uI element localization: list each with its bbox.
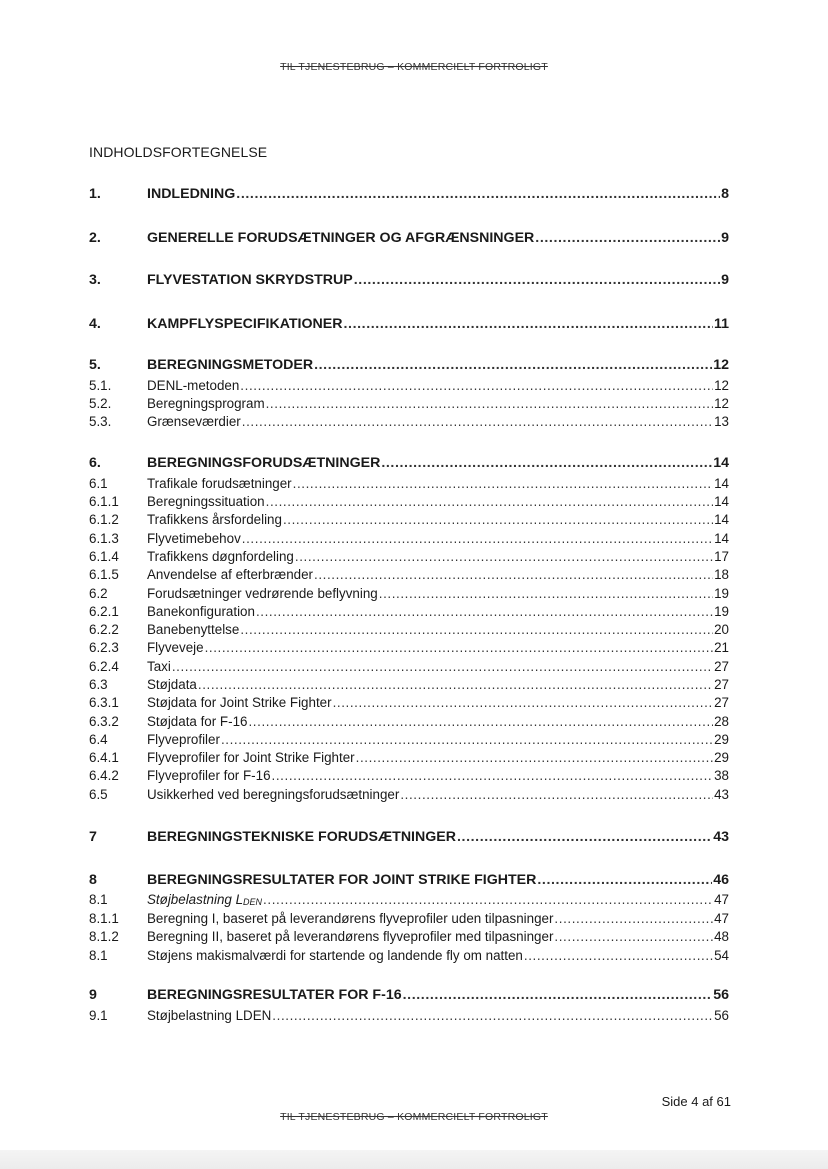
- toc-entry[interactable]: [89, 640, 729, 658]
- toc-entry-page: 14: [714, 531, 729, 546]
- toc-entry-title: [147, 512, 282, 527]
- toc-leader-dots: [354, 272, 720, 288]
- toc-entry[interactable]: [89, 948, 729, 966]
- toc-entry-page: 47: [714, 892, 729, 907]
- toc-leader-dots: [221, 732, 713, 747]
- toc-leader-dots: [283, 512, 713, 527]
- toc-entry-title: [147, 549, 294, 564]
- toc-entry-number: 6.: [89, 455, 101, 471]
- toc-leader-dots: [457, 829, 712, 845]
- toc-entry-title: [147, 494, 265, 509]
- toc-entry-page: 9: [721, 272, 729, 288]
- toc-entry-number: 6.1.2: [89, 512, 119, 527]
- toc-entry-title: [147, 567, 313, 582]
- toc-entry-title: [147, 586, 378, 601]
- toc-leader-dots: [272, 1008, 713, 1023]
- toc-entry-title: [147, 695, 332, 710]
- toc-entry-title-text: INDLEDNING: [147, 186, 236, 202]
- toc-entry-title-text: Støjbelastning L: [147, 892, 244, 907]
- toc-entry-title-text: Beregning II, baseret på leverandørens flyveprofiler med tilpasninger: [147, 929, 554, 944]
- toc-leader-dots: [263, 892, 713, 907]
- toc-entry-page: 13: [714, 414, 729, 429]
- toc-entry-page: 27: [714, 695, 729, 710]
- toc-entry-title-text: Flyveprofiler: [147, 732, 220, 747]
- toc-entry-title: [147, 768, 271, 783]
- toc-entry-number: 6.1.5: [89, 567, 119, 582]
- toc-entry-page: 14: [713, 455, 729, 471]
- toc-leader-dots: [537, 872, 712, 888]
- toc-entry-title-text: Anvendelse af efterbrænder: [147, 567, 313, 582]
- toc-entry-number: 6.3: [89, 677, 108, 692]
- toc-entry-page: 19: [714, 586, 729, 601]
- toc-entry-title: [147, 396, 265, 411]
- toc-entry-title: [147, 272, 353, 288]
- toc-entry-number: 8.1.2: [89, 929, 119, 944]
- toc-entry[interactable]: [89, 695, 729, 713]
- toc-entry[interactable]: [89, 911, 729, 929]
- toc-entry[interactable]: [89, 476, 729, 494]
- toc-entry[interactable]: [89, 892, 729, 910]
- toc-entry-title-text: Usikkerhed ved beregningsforudsætninger: [147, 787, 400, 802]
- toc-entry-title-text: Støjdata: [147, 677, 197, 692]
- toc-entry-page: 56: [713, 987, 729, 1003]
- toc-leader-dots: [198, 677, 713, 692]
- toc-leader-dots: [554, 911, 713, 926]
- toc-entry-title-text: Støjdata for F-16: [147, 714, 248, 729]
- toc-entry[interactable]: [89, 455, 729, 475]
- toc-entry[interactable]: [89, 987, 729, 1007]
- toc-entry-number: 5.3.: [89, 414, 112, 429]
- toc-entry[interactable]: [89, 272, 729, 292]
- toc-leader-dots: [266, 396, 713, 411]
- toc-entry-title: [147, 1008, 271, 1023]
- toc-leader-dots: [314, 357, 712, 373]
- toc-entry-title-text: BEREGNINGSFORUDSÆTNINGER: [147, 455, 381, 471]
- toc-entry[interactable]: [89, 549, 729, 567]
- toc-entry-number: 6.1.3: [89, 531, 119, 546]
- toc-entry-title: [147, 659, 171, 674]
- toc-entry-title: [147, 948, 523, 963]
- toc-entry-page: 21: [714, 640, 729, 655]
- toc-entry-title-text: Trafikkens døgnfordeling: [147, 549, 294, 564]
- toc-entry-title-text: Flyveprofiler for F-16: [147, 768, 271, 783]
- toc-entry-page: 14: [714, 476, 729, 491]
- toc-entry-page: 18: [714, 567, 729, 582]
- toc-leader-dots: [535, 230, 720, 246]
- toc-entry[interactable]: [89, 750, 729, 768]
- toc-entry-title: [147, 911, 553, 926]
- toc-entry-title-text: Støjens makismalværdi for startende og landende fly om natten: [147, 948, 523, 963]
- toc-entry-title-text: Flyvetimebehov: [147, 531, 241, 546]
- toc-entry-number: 6.2.4: [89, 659, 119, 674]
- toc-entry[interactable]: [89, 230, 729, 250]
- toc-entry[interactable]: [89, 531, 729, 549]
- toc-leader-dots: [400, 787, 713, 802]
- toc-entry-page: 48: [714, 929, 729, 944]
- toc-entry-number: 8: [89, 872, 97, 888]
- toc-entry-title: [147, 750, 355, 765]
- toc-entry-number: 6.2.2: [89, 622, 119, 637]
- toc-entry-title: [147, 987, 402, 1003]
- toc-entry-title: [147, 787, 399, 802]
- toc-entry-page: 43: [714, 787, 729, 802]
- toc-entry-number: 6.1.4: [89, 549, 119, 564]
- toc-entry-number: 6.1: [89, 476, 108, 491]
- toc-entry[interactable]: [89, 604, 729, 622]
- toc-leader-dots: [344, 316, 714, 332]
- toc-entry-title-text: BEREGNINGSMETODER: [147, 357, 314, 373]
- toc-entry-page: 12: [714, 378, 729, 393]
- toc-entry-number: 2.: [89, 230, 101, 246]
- toc-entry[interactable]: [89, 378, 729, 396]
- toc-entry-page: 47: [714, 911, 729, 926]
- toc-entry-title-text: Forudsætninger vedrørende beflyvning: [147, 586, 378, 601]
- toc-entry-page: 43: [713, 829, 729, 845]
- toc-leader-dots: [293, 476, 713, 491]
- toc-entry-title: [147, 640, 204, 655]
- toc-leader-dots: [379, 586, 713, 601]
- toc-entry[interactable]: [89, 512, 729, 530]
- toc-leader-dots: [256, 604, 713, 619]
- toc-entry[interactable]: [89, 768, 729, 786]
- toc-entry-number: 6.4: [89, 732, 108, 747]
- toc-entry-title-text: Trafikale forudsætninger: [147, 476, 292, 491]
- toc-entry[interactable]: [89, 186, 729, 206]
- toc-entry-number: 3.: [89, 272, 101, 288]
- toc-entry[interactable]: [89, 414, 729, 432]
- toc-entry-title: [147, 186, 235, 202]
- toc-entry-title-text: Beregningssituation: [147, 494, 265, 509]
- toc-entry-number: 5.2.: [89, 396, 112, 411]
- toc-entry-page: 29: [714, 732, 729, 747]
- toc-entry-title-text: Grænseværdier: [147, 414, 241, 429]
- toc-entry-title-text: KAMPFLYSPECIFIKATIONER: [147, 316, 343, 332]
- toc-entry-title-text: BEREGNINGSRESULTATER FOR F-16: [147, 987, 402, 1003]
- toc-entry-title-text: BEREGNINGSTEKNISKE FORUDSÆTNINGER: [147, 829, 456, 845]
- toc-entry-page: 27: [714, 659, 729, 674]
- toc-entry-title: [147, 872, 536, 888]
- toc-entry-title-text: Taxi: [147, 659, 171, 674]
- toc-entry[interactable]: [89, 714, 729, 732]
- toc-entry-page: 46: [713, 872, 729, 888]
- toc-entry-number: 6.1.1: [89, 494, 119, 509]
- toc-entry[interactable]: [89, 829, 729, 849]
- toc-leader-dots: [240, 622, 713, 637]
- toc-entry-title: [147, 378, 239, 393]
- toc-leader-dots: [524, 948, 713, 963]
- toc-leader-dots: [236, 186, 720, 202]
- toc-entry-number: 6.4.1: [89, 750, 119, 765]
- toc-entry[interactable]: [89, 316, 729, 336]
- toc-title: INDHOLDSFORTEGNELSE: [89, 144, 268, 160]
- toc-entry-title-text: Trafikkens årsfordeling: [147, 512, 282, 527]
- toc-entry-number: 7: [89, 829, 97, 845]
- toc-leader-dots: [403, 987, 713, 1003]
- toc-leader-dots: [242, 414, 713, 429]
- toc-entry-page: 9: [721, 230, 729, 246]
- toc-entry-title: [147, 677, 197, 692]
- toc-entry-page: 11: [714, 316, 729, 332]
- toc-entry-title: [147, 929, 553, 944]
- toc-entry-title-text: Flyveprofiler for Joint Strike Fighter: [147, 750, 355, 765]
- toc-entry-title: [147, 230, 534, 246]
- toc-entry-page: 12: [714, 396, 729, 411]
- toc-leader-dots: [356, 750, 713, 765]
- toc-entry-page: 56: [714, 1008, 729, 1023]
- toc-leader-dots: [205, 640, 714, 655]
- toc-entry-number: 8.1: [89, 892, 108, 907]
- toc-entry-page: 38: [714, 768, 729, 783]
- toc-entry-page: 27: [714, 677, 729, 692]
- toc-entry-number: 9: [89, 987, 97, 1003]
- toc-entry[interactable]: [89, 732, 729, 750]
- toc-entry-page: 28: [714, 714, 729, 729]
- toc-entry-subscript: DEN: [243, 897, 263, 907]
- toc-entry-page: 12: [713, 357, 729, 373]
- toc-entry[interactable]: [89, 677, 729, 695]
- toc-entry-title-text: Banekonfiguration: [147, 604, 255, 619]
- toc-entry-title: [147, 357, 313, 373]
- toc-leader-dots: [272, 768, 714, 783]
- toc-leader-dots: [554, 929, 713, 944]
- toc-entry-title: [147, 476, 292, 491]
- toc-entry-number: 5.1.: [89, 378, 112, 393]
- toc-entry-page: 20: [714, 622, 729, 637]
- toc-entry-title: [147, 622, 239, 637]
- toc-entry[interactable]: [89, 929, 729, 947]
- toc-entry-title-text: Banebenyttelse: [147, 622, 240, 637]
- toc-entry-title-text: Støjbelastning LDEN: [147, 1008, 272, 1023]
- toc-entry-page: 19: [714, 604, 729, 619]
- toc-leader-dots: [333, 695, 714, 710]
- toc-entry-number: 6.4.2: [89, 768, 119, 783]
- toc-entry[interactable]: [89, 787, 729, 805]
- toc-entry-title: [147, 316, 343, 332]
- toc-leader-dots: [295, 549, 713, 564]
- toc-entry-title-text: Beregningsprogram: [147, 396, 265, 411]
- toc-entry[interactable]: [89, 622, 729, 640]
- toc-entry-title: [147, 732, 220, 747]
- toc-entry-page: 14: [714, 494, 729, 509]
- toc-entry-title: [147, 829, 456, 845]
- toc-entry[interactable]: [89, 659, 729, 677]
- toc-leader-dots: [381, 455, 712, 471]
- classification-footer: TIL TJENESTEBRUG – KOMMERCIELT FORTROLIGT: [280, 1111, 548, 1123]
- toc-entry-title: [147, 892, 262, 907]
- toc-entry-number: 6.2.3: [89, 640, 119, 655]
- classification-header: TIL TJENESTEBRUG – KOMMERCIELT FORTROLIGT: [280, 61, 548, 73]
- toc-entry-title: [147, 455, 380, 471]
- toc-entry-number: 5.: [89, 357, 101, 373]
- toc-leader-dots: [314, 567, 713, 582]
- toc-entry-page: 54: [714, 948, 729, 963]
- toc-entry-number: 9.1: [89, 1008, 108, 1023]
- scan-edge: [0, 1150, 828, 1169]
- toc-entry-title-text: BEREGNINGSRESULTATER FOR JOINT STRIKE FIGHTER: [147, 872, 537, 888]
- toc-entry[interactable]: [89, 586, 729, 604]
- toc-entry-number: 6.3.2: [89, 714, 119, 729]
- toc-entry-number: 4.: [89, 316, 101, 332]
- toc-leader-dots: [266, 494, 713, 509]
- toc-entry-number: 1.: [89, 186, 101, 202]
- toc-leader-dots: [172, 659, 713, 674]
- toc-entry-number: 6.2: [89, 586, 108, 601]
- toc-entry[interactable]: [89, 494, 729, 512]
- toc-entry[interactable]: [89, 396, 729, 414]
- toc-leader-dots: [240, 378, 713, 393]
- toc-entry-page: 8: [721, 186, 729, 202]
- toc-entry-title: [147, 604, 255, 619]
- toc-entry-title: [147, 714, 247, 729]
- toc-entry-number: 6.5: [89, 787, 108, 802]
- toc-leader-dots: [242, 531, 713, 546]
- toc-entry-page: 14: [714, 512, 729, 527]
- page-number: Side 4 af 61: [661, 1094, 731, 1109]
- toc-leader-dots: [248, 714, 713, 729]
- toc-entry-number: 8.1: [89, 948, 108, 963]
- toc-entry-number: 6.3.1: [89, 695, 119, 710]
- toc-entry[interactable]: [89, 357, 729, 377]
- toc-entry-number: 6.2.1: [89, 604, 119, 619]
- toc-entry-page: 29: [714, 750, 729, 765]
- toc-entry-title-text: Beregning I, baseret på leverandørens flyveprofiler uden tilpasninger: [147, 911, 554, 926]
- toc-entry-title-text: DENL-metoden: [147, 378, 240, 393]
- toc-entry-number: 8.1.1: [89, 911, 119, 926]
- toc-entry-title-text: Støjdata for Joint Strike Fighter: [147, 695, 332, 710]
- toc-entry-page: 17: [714, 549, 729, 564]
- toc-entry[interactable]: [89, 872, 729, 892]
- toc-entry[interactable]: [89, 567, 729, 585]
- toc-entry[interactable]: [89, 1008, 729, 1026]
- toc-entry-title: [147, 414, 241, 429]
- toc-entry-title-text: FLYVESTATION SKRYDSTRUP: [147, 272, 353, 288]
- toc-entry-title-text: GENERELLE FORUDSÆTNINGER OG AFGRÆNSNINGER: [147, 230, 535, 246]
- toc-entry-title: [147, 531, 241, 546]
- toc-entry-title-text: Flyveveje: [147, 640, 204, 655]
